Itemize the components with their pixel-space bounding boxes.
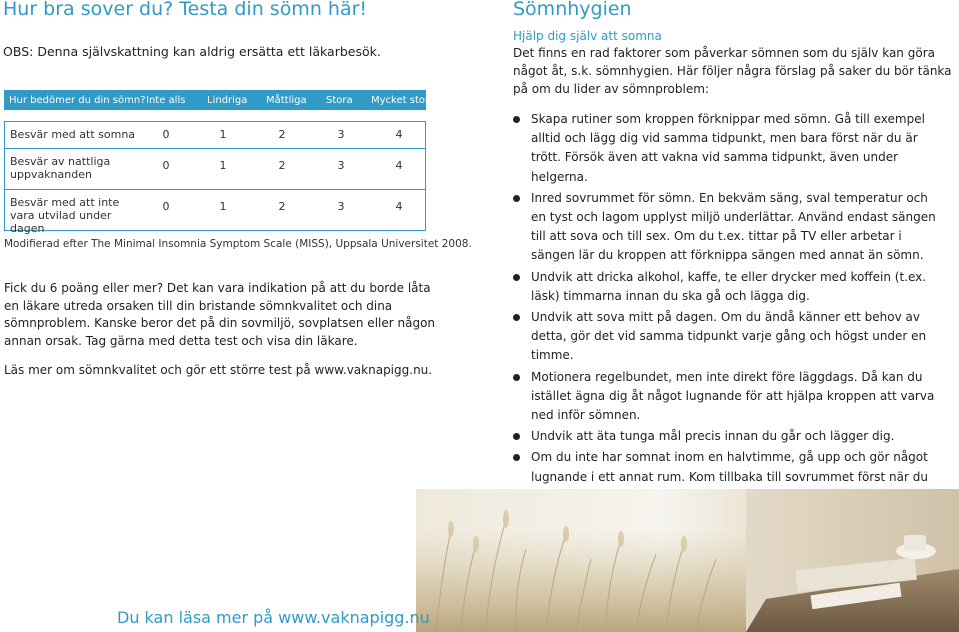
tip-text: Skapa rutiner som kroppen förknippar med sömn. Gå till exempel alltid och lägg dig vid samma tidpunkt, men bara först när du är trött. Försök även att vakna vid samma tidpunkt, även under helgerna. — [531, 112, 925, 184]
list-item — [513, 189, 943, 266]
score-cell: 0 — [162, 200, 170, 213]
citation-text: Modifierad efter The Minimal Insomnia Symptom Scale (MISS), Uppsala Universitet 2008. — [4, 238, 472, 250]
list-item — [513, 268, 943, 306]
option-label: Inte alls — [146, 95, 186, 106]
score-cell: 2 — [278, 128, 286, 141]
tips-list — [513, 110, 943, 529]
score-cell: 3 — [337, 159, 345, 172]
bullet-icon — [513, 195, 520, 202]
bullet-icon — [513, 374, 520, 381]
section-heading: Sömnhygien — [513, 0, 632, 20]
tip-text: Undvik att sova mitt på dagen. Om du ändå känner ett behov av detta, gör det vid samma tidpunkt varje gång och högst under en timme. — [531, 310, 927, 363]
score-cell: 3 — [337, 200, 345, 213]
list-item — [513, 110, 943, 187]
table-question: Hur bedömer du din sömn? — [9, 95, 146, 106]
tip-text: Undvik att äta tunga mål precis innan du går och lägger dig. — [531, 429, 895, 444]
footer-link[interactable]: Du kan läsa mer på www.vaknapigg.nu — [117, 608, 430, 627]
list-item — [513, 368, 943, 426]
bullet-icon — [513, 454, 520, 461]
bullet-icon — [513, 433, 520, 440]
score-cell: 1 — [219, 128, 227, 141]
bullet-icon — [513, 314, 520, 321]
section-subheading: Hjälp dig själv att somna — [513, 29, 662, 43]
tip-text: Motionera regelbundet, men inte direkt före läggdags. Då kan du istället ägna dig åt något lugnande för att hjälpa kroppen att varva ned inför sömnen. — [531, 369, 935, 423]
row-label: Besvär med att inte vara utvilad under dagen — [10, 196, 120, 235]
tip-text: Inred sovrummet för sömn. En bekväm säng, sval temperatur och en tyst och lagom upplyst miljö underlättar. Använd endast sängen till att sova och till sex. Om du t.ex. tittar på TV eller arbetar i sängen lär du kroppen att förknippa sängen med annat än sömn. — [531, 190, 936, 263]
score-cell: 2 — [278, 159, 286, 172]
score-cell: 1 — [219, 159, 227, 172]
option-label: Mycket stora — [371, 95, 436, 106]
row-label: Besvär med att somna — [10, 128, 136, 141]
score-cell: 4 — [395, 128, 403, 141]
disclaimer-text: OBS: Denna självskattning kan aldrig ersätta ett läkarbesök. — [3, 44, 381, 59]
read-more-text: Läs mer om sömnkvalitet och gör ett större test på www.vaknapigg.nu. — [4, 363, 433, 377]
table-header — [4, 90, 436, 110]
grass-and-table-photo — [416, 489, 959, 632]
list-item — [513, 427, 943, 446]
score-cell: 1 — [219, 200, 227, 213]
option-label: Måttliga — [266, 95, 307, 106]
tip-text: Undvik att dricka alkohol, kaffe, te eller drycker med koffein (t.ex. läsk) timmarna innan du ska gå och lägga dig. — [531, 269, 927, 303]
sleep-scale-table — [4, 90, 436, 235]
option-label: Stora — [326, 95, 353, 106]
score-cell: 0 — [162, 159, 170, 172]
result-paragraph: Fick du 6 poäng eller mer? Det kan vara indikation på att du borde låta en läkare utreda orsaken till din bristande sömnkvalitet och dina sömnproblem. Kanske beror det på din sovmiljö, sovplatsen eller någon annan orsak. Tag gärna med detta test och visa din läkare. — [4, 281, 436, 349]
bullet-icon — [513, 116, 520, 123]
page-title: Hur bra sover du? Testa din sömn här! — [3, 0, 368, 20]
option-label: Lindriga — [207, 95, 248, 106]
list-item — [513, 308, 943, 366]
score-cell: 4 — [395, 200, 403, 213]
row-label: Besvär av nattliga uppvaknanden — [10, 155, 111, 181]
table-row — [4, 149, 426, 190]
score-cell: 4 — [395, 159, 403, 172]
tip-text: Om du inte har somnat inom en halvtimme, gå upp och gör något lugnande i ett annat rum. Kom tillbaka till sovrummet först när du — [531, 450, 928, 484]
score-cell: 0 — [162, 128, 170, 141]
photo-illustration — [416, 489, 959, 632]
bullet-icon — [513, 274, 520, 281]
table-row — [4, 190, 426, 235]
table-row — [4, 122, 426, 149]
intro-paragraph: Det finns en rad faktorer som påverkar sömnen som du själv kan göra något åt, s.k. sömnhygien. Här följer några förslag på saker du bör tänka på om du lider av sömnproblem: — [513, 46, 952, 96]
score-cell: 2 — [278, 200, 286, 213]
score-cell: 3 — [337, 128, 345, 141]
